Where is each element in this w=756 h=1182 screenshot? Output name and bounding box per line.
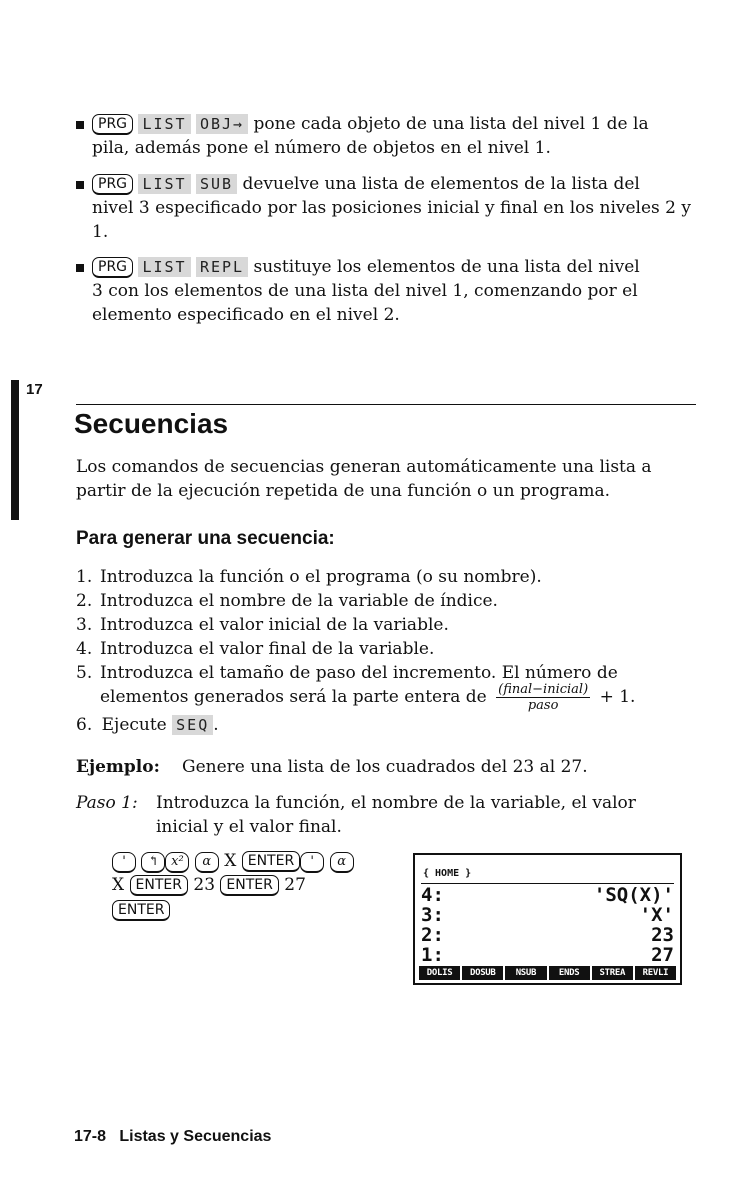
paso-text: Introduzca la función, el nombre de la variable, el valor inicial y el valor final. bbox=[156, 793, 636, 837]
bullet-sub bbox=[92, 172, 702, 244]
section-intro: Los comandos de secuencias generan automáticamente una lista a partir de la ejecución repetida de una función o un programa. bbox=[76, 457, 652, 501]
steps-list bbox=[76, 565, 706, 685]
list-item bbox=[76, 589, 706, 613]
step-text: Introduzca el nombre de la variable de índice. bbox=[100, 591, 498, 611]
subheading: Para generar una secuencia: bbox=[76, 528, 335, 549]
stack-level-1: 1: 27 bbox=[421, 944, 674, 966]
menu-key-strea: STREA bbox=[592, 966, 633, 980]
stack-level-4: 4: 'SQ(X)' bbox=[421, 884, 674, 906]
prg-key: PRG bbox=[92, 257, 133, 278]
enter-key: ENTER bbox=[130, 875, 188, 896]
section-rule bbox=[76, 404, 696, 405]
enter-key: ENTER bbox=[112, 900, 170, 921]
step6 bbox=[76, 713, 219, 737]
sub-softkey: SUB bbox=[196, 174, 237, 194]
bullet-text-rest: pila, además pone el número de objetos en el nivel 1. bbox=[92, 138, 551, 158]
bullet-marker bbox=[76, 264, 84, 272]
step-number: 2. bbox=[76, 591, 93, 611]
step-text: Ejecute bbox=[101, 715, 167, 735]
list-softkey: LIST bbox=[138, 174, 190, 194]
fraction-denominator: paso bbox=[527, 698, 559, 713]
number-27: 27 bbox=[284, 875, 306, 895]
fraction bbox=[496, 682, 590, 713]
bullet-marker bbox=[76, 121, 84, 129]
calculator-display bbox=[413, 853, 682, 985]
step5-continuation bbox=[100, 682, 635, 713]
seq-softkey: SEQ bbox=[172, 715, 213, 735]
step-number: 5. bbox=[76, 663, 93, 683]
bullet-repl bbox=[92, 255, 702, 327]
number-23: 23 bbox=[193, 875, 216, 895]
list-softkey: LIST bbox=[138, 257, 190, 277]
bullet-text-line: pone cada objeto de una lista del nivel 1 de la bbox=[253, 114, 649, 134]
tick-key: ' bbox=[112, 852, 136, 873]
step-text: Introduzca el valor final de la variable. bbox=[100, 639, 435, 659]
display-header: { HOME } bbox=[423, 868, 472, 879]
x-text: X bbox=[112, 875, 125, 895]
chapter-bar bbox=[11, 380, 19, 520]
list-item bbox=[76, 637, 706, 661]
menu-key-ends: ENDS bbox=[549, 966, 590, 980]
keystrokes-line3 bbox=[112, 898, 170, 922]
step-number: 3. bbox=[76, 615, 93, 635]
menu-key-nsub: NSUB bbox=[505, 966, 546, 980]
fraction-suffix: + 1. bbox=[599, 687, 636, 707]
list-softkey: LIST bbox=[138, 114, 190, 134]
alpha-key: α bbox=[195, 852, 219, 873]
prg-key: PRG bbox=[92, 114, 133, 135]
fraction-numerator: (final−inicial) bbox=[498, 682, 589, 697]
x-squared-key: x² bbox=[165, 852, 189, 873]
step6-period: . bbox=[213, 715, 219, 735]
enter-key: ENTER bbox=[242, 851, 300, 872]
bullet-text-line: devuelve una lista de elementos de la lista del bbox=[242, 174, 640, 194]
step-number: 4. bbox=[76, 639, 93, 659]
menu-key-dosub: DOSUB bbox=[462, 966, 503, 980]
chapter-number: 17 bbox=[26, 381, 43, 398]
enter-key: ENTER bbox=[220, 875, 278, 896]
step-text: Introduzca el valor inicial de la variable. bbox=[100, 615, 449, 635]
alpha-key: α bbox=[330, 852, 354, 873]
keystrokes-line1 bbox=[112, 849, 354, 873]
keystrokes-line2 bbox=[112, 873, 306, 897]
obj-softkey: OBJ→ bbox=[196, 114, 248, 134]
example-text: Genere una lista de los cuadrados del 23 al 27. bbox=[182, 757, 588, 777]
menu-key-revli: REVLI bbox=[635, 966, 676, 980]
page-footer: 17-8 Listas y Secuencias bbox=[74, 1128, 272, 1145]
bullet-text-line: sustituye los elementos de una lista del nivel bbox=[253, 257, 640, 277]
prg-key: PRG bbox=[92, 174, 133, 195]
step5-text: elementos generados será la parte entera de bbox=[100, 687, 487, 707]
menu-key-dolis: DOLIS bbox=[419, 966, 460, 980]
softkey-menu bbox=[419, 966, 676, 980]
list-item bbox=[76, 613, 706, 637]
step-number: 1. bbox=[76, 567, 93, 587]
tick-key: ' bbox=[300, 852, 324, 873]
bullet-text-rest: nivel 3 especificado por las posiciones inicial y final en los niveles 2 y 1. bbox=[92, 198, 692, 242]
step-number: 6. bbox=[76, 715, 93, 735]
list-item bbox=[76, 565, 706, 589]
stack-level-2: 2: 23 bbox=[421, 924, 674, 946]
left-shift-key: ↰ bbox=[141, 852, 165, 873]
example-label: Ejemplo: bbox=[76, 757, 160, 777]
step-text: Introduzca la función o el programa (o su nombre). bbox=[100, 567, 542, 587]
repl-softkey: REPL bbox=[196, 257, 248, 277]
step-text: Introduzca el tamaño de paso del incremento. El número de bbox=[100, 663, 618, 683]
bullet-text-rest: 3 con los elementos de una lista del nivel 1, comenzando por el elemento especificado en el nivel 2. bbox=[92, 281, 638, 325]
bullet-obj bbox=[92, 112, 702, 160]
stack-level-3: 3: 'X' bbox=[421, 904, 674, 926]
x-text: X bbox=[224, 851, 237, 871]
paso-label: Paso 1: bbox=[76, 793, 138, 813]
bullet-marker bbox=[76, 181, 84, 189]
section-title: Secuencias bbox=[74, 408, 229, 439]
